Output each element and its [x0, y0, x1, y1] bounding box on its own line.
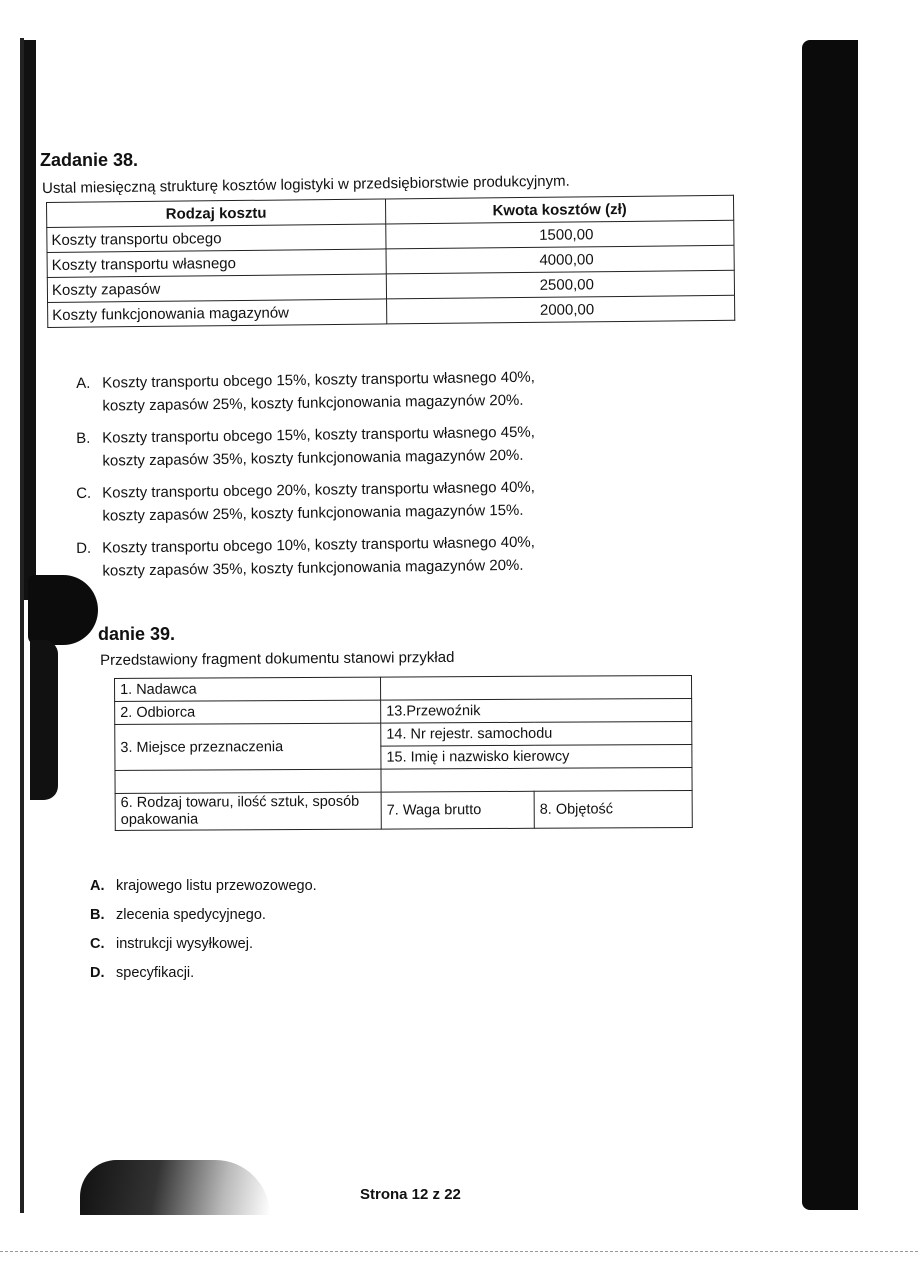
scan-bottom-edge: [0, 1251, 918, 1252]
answer-option-b: [90, 901, 317, 930]
answer-option-d: [76, 529, 637, 583]
answer-option-c: [90, 930, 317, 959]
answer-option-a: [90, 872, 317, 901]
task-39-answers: [90, 872, 317, 988]
table-row: [115, 790, 692, 830]
table-row: [115, 698, 692, 724]
answer-option-b: [76, 419, 637, 473]
scan-shadow-left: [24, 40, 36, 600]
option-letter: C.: [90, 936, 105, 952]
table-cell: 8. Objętość: [534, 790, 692, 828]
document-fragment-table: [114, 675, 693, 831]
table-cell: 1. Nadawca: [115, 677, 381, 701]
cost-type: Koszty funkcjonowania magazynów: [48, 299, 387, 328]
option-letter: A.: [90, 878, 105, 894]
task-38-title: Zadanie 38.: [40, 150, 139, 170]
option-text-cont: koszty zapasów 35%, koszty funkcjonowania magazynów 20%.: [102, 556, 524, 580]
cost-amount: 1500,00: [386, 220, 734, 249]
page-number: Strona 12 z 22: [360, 1186, 461, 1203]
table-cell-empty: [380, 675, 691, 700]
table-cell: 3. Miejsce przeznaczenia: [115, 723, 381, 770]
option-letter: B.: [76, 429, 91, 447]
option-text: specyfikacji.: [116, 965, 195, 981]
table-cell: 6. Rodzaj towaru, ilość sztuk, sposób opakowania: [115, 792, 381, 830]
answer-option-c: [76, 474, 637, 528]
option-text-cont: koszty zapasów 25%, koszty funkcjonowania magazynów 20%.: [102, 391, 524, 415]
scan-smudge: [30, 640, 58, 800]
option-letter: B.: [90, 907, 105, 923]
option-letter: A.: [76, 374, 91, 392]
option-text: Koszty transportu obcego 10%, koszty transportu własnego 40%,: [102, 533, 535, 557]
cost-table: [46, 195, 735, 328]
table-cell: 2. Odbiorca: [115, 700, 381, 724]
option-text: Koszty transportu obcego 15%, koszty transportu własnego 40%,: [102, 368, 535, 392]
table-cell: 7. Waga brutto: [381, 791, 534, 829]
column-header-amount: Kwota kosztów (zł): [385, 195, 733, 224]
table-row: [115, 675, 692, 701]
option-text: Koszty transportu obcego 20%, koszty transportu własnego 40%,: [102, 478, 535, 502]
task-38-question: Ustal miesięczną strukturę kosztów logistyki w przedsiębiorstwie produkcyjnym.: [42, 172, 570, 197]
answer-option-d: [90, 959, 317, 988]
answer-option-a: [76, 364, 637, 418]
cost-type: Koszty transportu własnego: [47, 249, 386, 278]
cost-type: Koszty transportu obcego: [47, 224, 386, 253]
scan-smudge: [28, 575, 98, 645]
cost-amount: 4000,00: [386, 245, 734, 274]
table-cell: 14. Nr rejestr. samochodu: [381, 721, 692, 746]
table-cell-empty: [115, 769, 381, 793]
scan-edge-right: [802, 40, 858, 1210]
cost-type: Koszty zapasów: [47, 274, 386, 303]
column-header-type: Rodzaj kosztu: [47, 199, 386, 228]
option-text-cont: koszty zapasów 35%, koszty funkcjonowania magazynów 20%.: [102, 446, 524, 470]
option-text: krajowego listu przewozowego.: [116, 878, 317, 894]
option-text: Koszty transportu obcego 15%, koszty transportu własnego 45%,: [102, 423, 535, 447]
table-cell: 13.Przewoźnik: [381, 698, 692, 723]
table-row: [115, 767, 692, 793]
task-39-title: danie 39.: [98, 624, 176, 644]
option-letter: D.: [76, 539, 92, 557]
table-row: [115, 721, 692, 747]
option-letter: C.: [76, 484, 92, 502]
option-letter: D.: [90, 965, 105, 981]
task-39-question: Przedstawiony fragment dokumentu stanowi przykład: [100, 648, 455, 669]
cost-amount: 2000,00: [387, 295, 735, 324]
cost-amount: 2500,00: [386, 270, 734, 299]
option-text: zlecenia spedycyjnego.: [116, 907, 266, 923]
option-text: instrukcji wysyłkowej.: [116, 936, 253, 952]
table-cell: 15. Imię i nazwisko kierowcy: [381, 744, 692, 769]
scan-smudge: [80, 1160, 270, 1215]
table-cell-empty: [381, 767, 692, 792]
option-text-cont: koszty zapasów 25%, koszty funkcjonowania magazynów 15%.: [102, 501, 524, 525]
